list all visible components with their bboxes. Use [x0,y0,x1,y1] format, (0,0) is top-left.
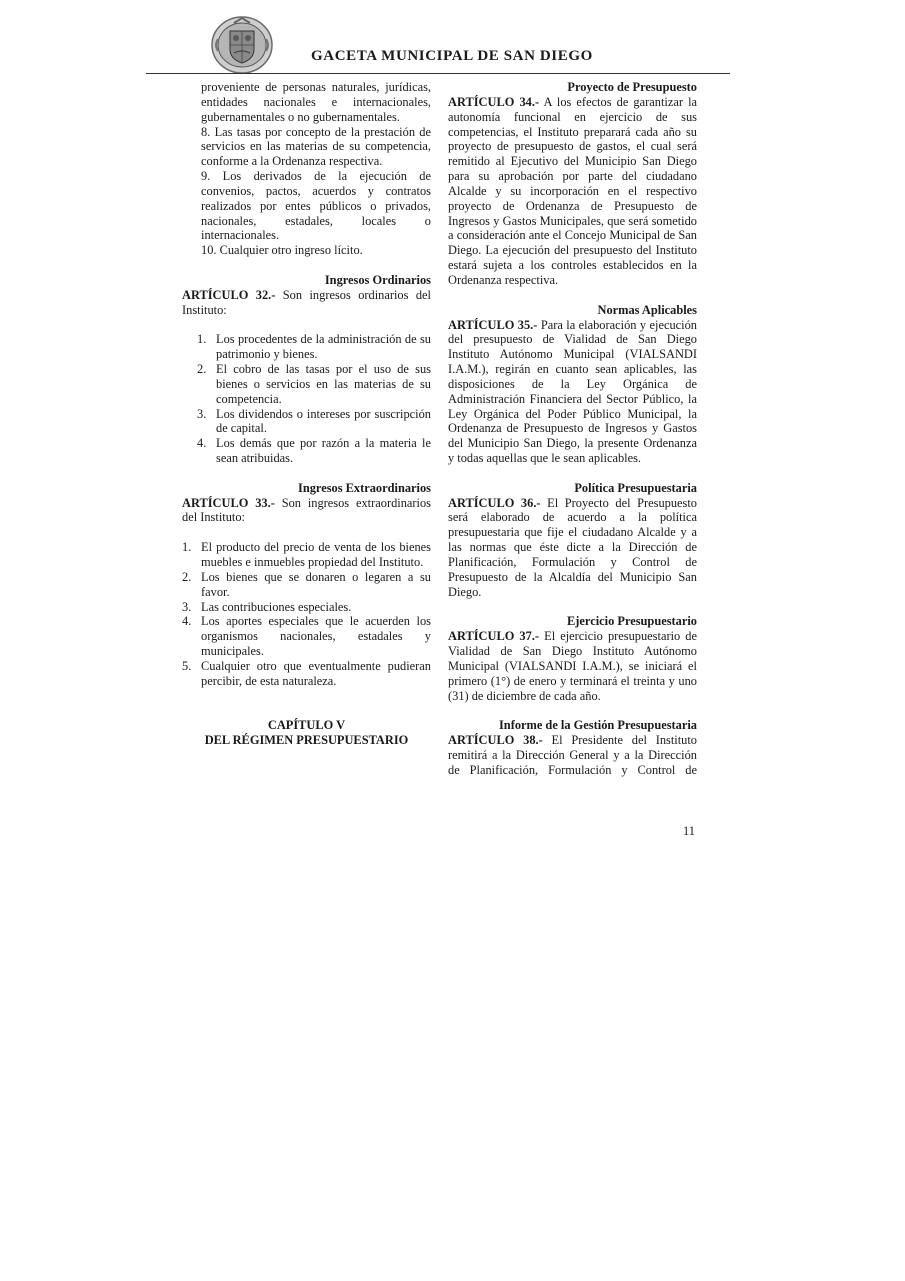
list-item: 1. Los procedentes de la administración de su patrimonio y bienes. [197,332,431,362]
article-label: ARTÍCULO 38.- [448,733,543,748]
article-label: ARTÍCULO 35.- [448,317,538,332]
article-38-text [448,733,697,778]
section-heading: Ingresos Extraordinarios [298,480,431,495]
article-body: El Presidente del Instituto remitirá a la Dirección General y a la Dirección de Planificación, Formulación y Control de [448,733,697,777]
article-36-text [448,496,697,600]
section-heading: Ejercicio Presupuestario [567,614,697,629]
list-item: 1. El producto del precio de venta de los bienes muebles e inmuebles propiedad del Instituto. [182,540,431,569]
page-number: 11 [683,824,695,838]
article-32-text [182,288,431,318]
article-body: El Proyecto del Presupuesto será elaborado de acuerdo a la política presupuestaria que fije el ciudadano Alcalde y a las normas que éste dicte a la Dirección de Planificación, Formulación y Control de Presupuesto de la Alcaldía del Municipio San Diego. [448,495,698,599]
article-37-text [448,629,697,703]
municipal-seal-icon [210,15,274,75]
ordinary-income-list [182,332,431,466]
section-heading: Ingresos Ordinarios [324,272,431,287]
article-33-text [182,496,431,526]
article-label: ARTÍCULO 32.- [182,287,276,302]
list-item: 9. Los derivados de la ejecución de convenios, pactos, acuerdos y contratos realizados por entes públicos o privados, nacionales, estadales, locales o internacionales. [201,169,431,243]
article-label: ARTÍCULO 37.- [448,629,540,644]
article-label: ARTÍCULO 34.- [448,94,540,109]
section-heading: Informe de la Gestión Presupuestaria [498,718,697,733]
gazette-title: GACETA MUNICIPAL DE SAN DIEGO [311,48,593,64]
article-label: ARTÍCULO 36.- [448,495,541,510]
extraordinary-income-list [182,540,431,688]
list-item: 10. Cualquier otro ingreso lícito. [201,243,363,258]
list-item: 2. El cobro de las tasas por el uso de sus bienes o servicios en las materias de su competencia. [197,362,431,406]
list-item: 2. Los bienes que se donaren o legaren a su favor. [182,569,431,599]
header-divider [146,73,730,74]
page-header [0,0,905,80]
article-body: El ejercicio presupuestario de Vialidad de San Diego Instituto Autónomo Municipal (VIALSANDI I.A.M.), se iniciará el primero (1°) de enero y terminará el treinta y uno (31) de diciembre de cada año. [448,629,697,703]
section-heading: Política Presupuestaria [574,480,697,495]
article-35-text [448,318,697,466]
article-body: Para la elaboración y ejecución del presupuesto de Vialidad de San Diego Instituto Autónomo Municipal (VIALSANDI I.A.M.), regirán en cuanto sean aplicables, las disposiciones de la Ley Orgánica de Administración Financiera del Sector Público, la Ley Orgánica del Poder Público Municipal, la Ordenanza de Presupuesto de Ingresos y Gastos del Municipio San Diego, la presente Ordenanza y todas aquellas que le sean aplicables. [448,317,698,466]
right-column [448,80,697,778]
chapter-title: DEL RÉGIMEN PRESUPUESTARIO [204,733,409,748]
list-item: proveniente de personas naturales, jurídicas, entidades nacionales e internacionales, gubernamentales o no gubernamentales. [201,80,431,124]
list-item: 3. Los dividendos o intereses por suscripción de capital. [197,406,431,436]
list-item: 3. Las contribuciones especiales. [182,599,352,614]
list-item: 4. Los aportes especiales que le acuerden los organismos nacionales, estadales y municipales. [182,614,431,659]
article-body: Son ingresos ordinarios del Instituto: [182,287,431,317]
section-heading: Proyecto de Presupuesto [567,80,697,94]
article-34-text [448,95,697,288]
article-label: ARTÍCULO 33.- [182,495,275,510]
section-heading: Normas Aplicables [597,302,697,317]
list-item: 4. Los demás que por razón a la materia le sean atribuidas. [197,436,431,466]
article-body: Son ingresos extraordinarios del Instituto: [182,495,431,525]
list-item: 5. Cualquier otro que eventualmente pudieran percibir, de esta naturaleza. [182,658,431,688]
chapter-number: CAPÍTULO V [267,718,346,733]
left-column [182,80,431,748]
article-body: A los efectos de garantizar la autonomía funcional en ejercicio de sus competencias, el Instituto preparará cada año su proyecto de presupuesto de gastos, el cual será remitido al Ejecutivo del Municipio San Diego para su aprobación por parte del ciudadano Alcalde y su incorporación en el respectivo proyecto de Ordenanza de Presupuesto de Ingresos y Gastos Municipales, que será sometido a consideración ante el Concejo Municipal de San Diego. La ejecución del presupuesto del Instituto estará sujeta a los controles establecidos en la Ordenanza respectiva. [448,94,698,287]
list-item: 8. Las tasas por concepto de la prestación de servicios en las materias de su competencia, conforme a la Ordenanza respectiva. [201,124,431,169]
